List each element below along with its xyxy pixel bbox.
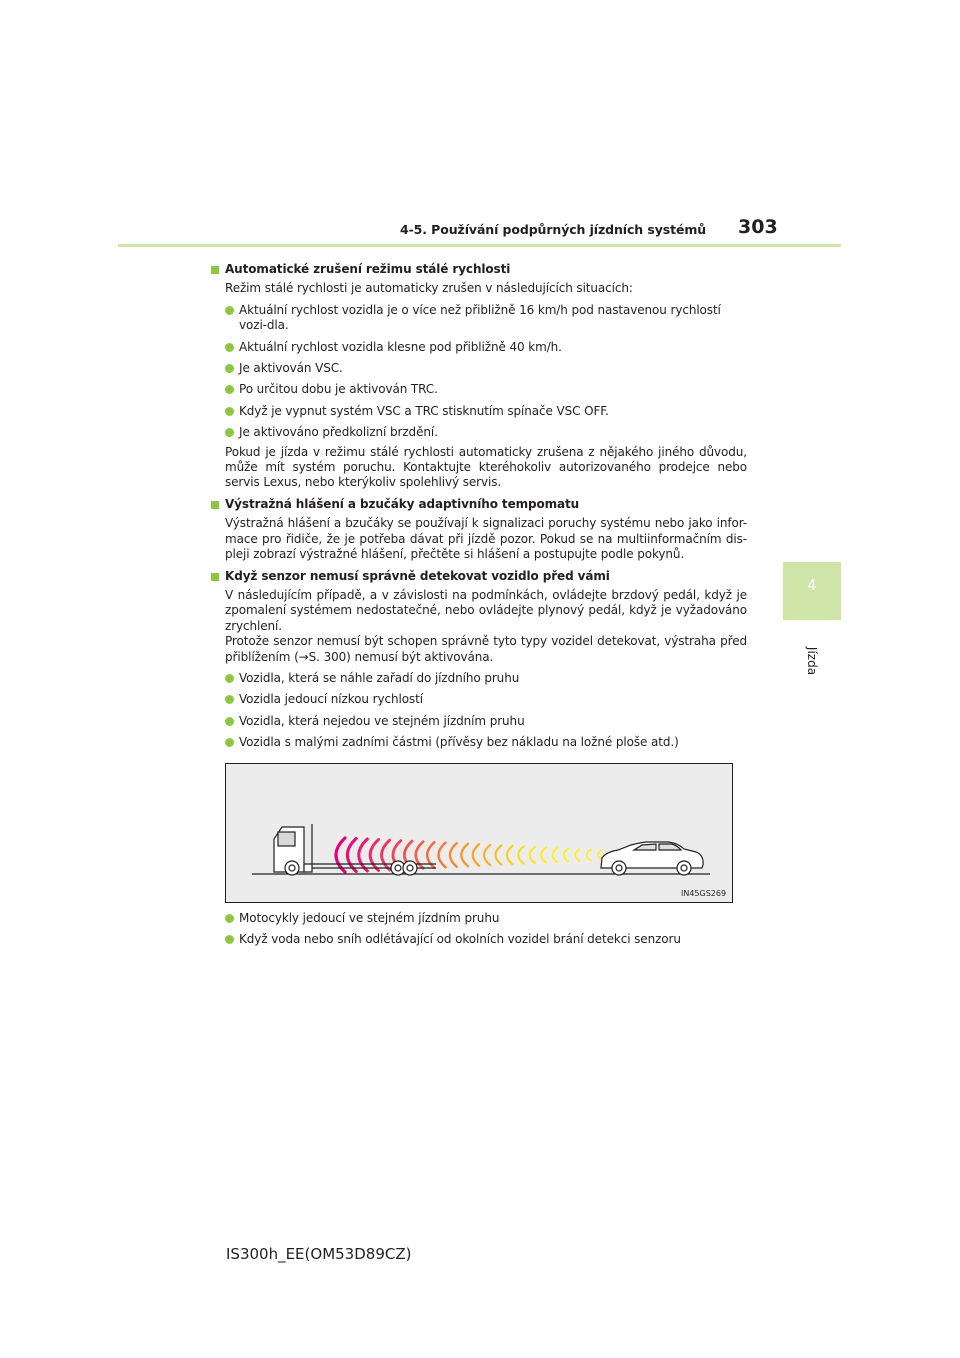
bullet-icon	[225, 385, 234, 394]
list-item: Vozidla, která se náhle zařadí do jízdního pruhu	[211, 671, 747, 686]
radar-wave	[359, 839, 368, 871]
illustration-svg	[226, 764, 732, 902]
header-rule	[118, 244, 841, 247]
chapter-label: Jízda	[805, 646, 819, 676]
list-item: Vozidla s malými zadními částmi (přívěsy bez nákladu na ložné ploše atd.)	[211, 735, 747, 750]
bullet-icon	[225, 428, 234, 437]
radar-wave	[495, 845, 501, 864]
radar-wave	[473, 844, 479, 865]
bullet-icon	[225, 674, 234, 683]
page-number: 303	[738, 216, 778, 238]
radar-wave	[484, 844, 490, 864]
radar-wave	[541, 847, 546, 862]
list-item: Když je vypnut systém VSC a TRC stisknutím spínače VSC OFF.	[211, 404, 747, 419]
bullet-icon	[225, 306, 234, 315]
radar-wave	[587, 849, 591, 860]
radar-wave	[564, 848, 569, 861]
paragraph: Protože senzor nemusí být schopen správně tyto typy vozidel detekovat, výstraha před přiblížením (→S. 300) nemusí být aktivována.	[225, 634, 747, 664]
car-icon	[601, 842, 703, 875]
radar-wave	[518, 846, 524, 863]
paragraph: Pokud je jízda v režimu stálé rychlosti automaticky zrušena z nějakého jiného důvodu, může mít systém poruchu. Kontaktujte kteréhokoliv autorizovaného prodejce nebo servis Lexus, nebo kterýkoliv spolehlivý servis.	[225, 444, 747, 490]
list-item: Je aktivováno předkolizní brzdění.	[211, 425, 747, 440]
bullet-icon	[225, 695, 234, 704]
bullet-icon	[225, 407, 234, 416]
radar-wave	[439, 842, 446, 867]
bullet-icon	[225, 935, 234, 944]
square-bullet-icon	[211, 501, 219, 509]
list-item: Vozidla jedoucí nízkou rychlostí	[211, 692, 747, 707]
paragraph: Výstražná hlášení a bzučáky se používají k signalizaci poruchy systému nebo jako infor-mace pro řidiče, že je potřeba dávat při jízdě pozor. Pokud se na multiinformačním dis-pleji zobrazí výstražné hlášení, přečtěte si hlášení a postupujte podle pokynů.	[225, 516, 747, 562]
bullet-icon	[225, 914, 234, 923]
square-bullet-icon	[211, 573, 219, 581]
radar-wave	[552, 847, 557, 861]
paragraph: Režim stálé rychlosti je automaticky zrušen v následujících situacích:	[225, 281, 633, 296]
radar-wave	[507, 845, 513, 863]
list-item: Motocykly jedoucí ve stejném jízdním pruhu	[211, 911, 747, 926]
bullet-icon	[225, 364, 234, 373]
radar-wave	[347, 838, 356, 871]
document-code: IS300h_EE(OM53D89CZ)	[226, 1245, 412, 1263]
running-header: 4-5. Používání podpůrných jízdních systémů	[400, 222, 707, 237]
section-heading: Výstražná hlášení a bzučáky adaptivního tempomatu	[211, 497, 747, 512]
radar-wave	[461, 843, 468, 866]
radar-wave	[450, 843, 457, 867]
sensor-illustration	[225, 763, 733, 903]
bullet-icon	[225, 343, 234, 352]
chapter-tab	[783, 562, 841, 620]
page-content	[211, 256, 747, 947]
bullet-icon	[225, 738, 234, 747]
list-item: Aktuální rychlost vozidla klesne pod přibližně 40 km/h.	[211, 340, 747, 355]
radar-waves	[336, 838, 602, 872]
chapter-number: 4	[807, 578, 817, 594]
list-item: Aktuální rychlost vozidla je o více než přibližně 16 km/h pod nastavenou rychlostí vozi-dla.	[211, 303, 747, 334]
illustration-code: IN45GS269	[681, 888, 727, 898]
radar-wave	[370, 839, 378, 870]
radar-wave	[336, 838, 345, 872]
radar-wave	[575, 849, 579, 861]
list-item: Vozidla, která nejedou ve stejném jízdním pruhu	[211, 714, 747, 729]
section-heading: Automatické zrušení režimu stálé rychlosti	[211, 262, 747, 277]
section-heading: Když senzor nemusí správně detekovat vozidlo před vámi	[211, 569, 747, 584]
list-item: Po určitou dobu je aktivován TRC.	[211, 382, 747, 397]
radar-wave	[382, 840, 390, 870]
truck-icon	[274, 824, 436, 875]
list-item: Když voda nebo sníh odlétávající od okolních vozidel brání detekci senzoru	[211, 932, 747, 947]
bullet-icon	[225, 717, 234, 726]
paragraph: V následujícím případě, a v závislosti na podmínkách, ovládejte brzdový pedál, když je zpomalení systémem nedostatečné, nebo ovládejte plynový pedál, když je vyžadováno zrychlení.	[225, 587, 747, 633]
square-bullet-icon	[211, 266, 219, 274]
radar-wave	[530, 846, 535, 862]
list-item: Je aktivován VSC.	[211, 361, 747, 376]
